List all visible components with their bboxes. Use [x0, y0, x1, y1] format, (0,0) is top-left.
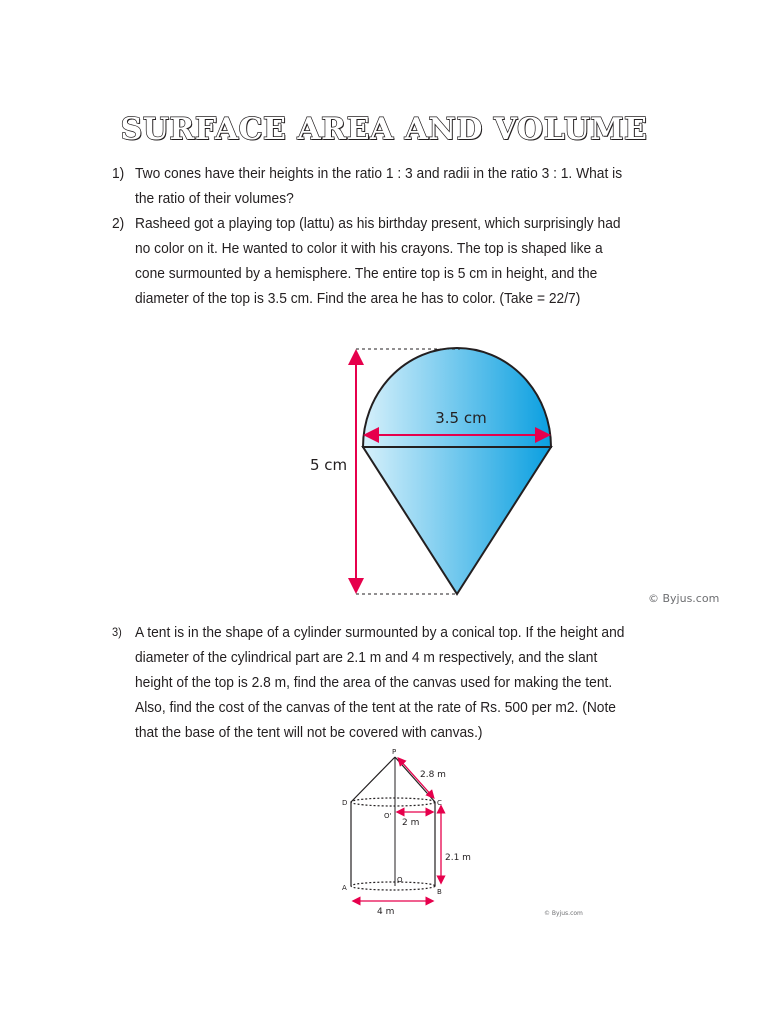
- question-number: 3): [112, 625, 122, 639]
- question-number: 1): [112, 165, 125, 182]
- cone-shape: [363, 447, 551, 594]
- diameter-label: 3.5 cm: [435, 409, 487, 427]
- credit-text: © Byjus.com: [544, 910, 583, 917]
- bottom-ellipse: [351, 882, 435, 890]
- question-1: [112, 161, 636, 211]
- cylinder-height-label: 2.1 m: [445, 853, 471, 863]
- question-2: [112, 211, 636, 311]
- point-label-c: C: [437, 799, 442, 807]
- question-text: Rasheed got a playing top (lattu) as his birthday present, which surprisingly had no color on it. He wanted to color it with his crayons. The top is shaped like a cone surmounted by a hemisphere. The entire top is 5 cm in height, and the diameter of the top is 3.5 cm. Find the area he has to color. (Take = 22/7): [135, 215, 621, 307]
- point-label-a: A: [342, 884, 347, 892]
- cylinder-diameter-label: 4 m: [377, 907, 395, 917]
- question-text: Two cones have their heights in the ratio 1 : 3 and radii in the ratio 3 : 1. What is the ratio of their volumes?: [135, 165, 623, 207]
- page-title: SURFACE AREA AND VOLUME: [120, 112, 648, 147]
- spinning-top-figure: [300, 335, 730, 615]
- point-label-b: B: [437, 888, 442, 896]
- point-label-o-prime: O': [384, 812, 392, 820]
- slant-label: 2.8 m: [420, 770, 446, 780]
- height-label: 5 cm: [310, 456, 348, 474]
- credit-text: © Byjus.com: [648, 592, 720, 605]
- point-label-o: O: [397, 876, 403, 884]
- point-label-d: D: [342, 799, 348, 807]
- hemisphere-shape: [363, 348, 551, 447]
- radius-label: 2 m: [402, 818, 420, 828]
- top-ellipse: [351, 798, 435, 806]
- tent-figure: [260, 744, 590, 934]
- question-3: [112, 620, 636, 745]
- question-text: A tent is in the shape of a cylinder surmounted by a conical top. If the height and diameter of the cylindrical part are 2.1 m and 4 m respectively, and the slant height of the top is 2.8 m, find the area of the canvas used for making the tent. Also, find the cost of the canvas of the tent at the rate of Rs. 500 per m2. (Note that the base of the tent will not be covered with canvas.): [135, 624, 625, 741]
- question-number: 2): [112, 215, 125, 232]
- point-label-p: P: [392, 748, 397, 756]
